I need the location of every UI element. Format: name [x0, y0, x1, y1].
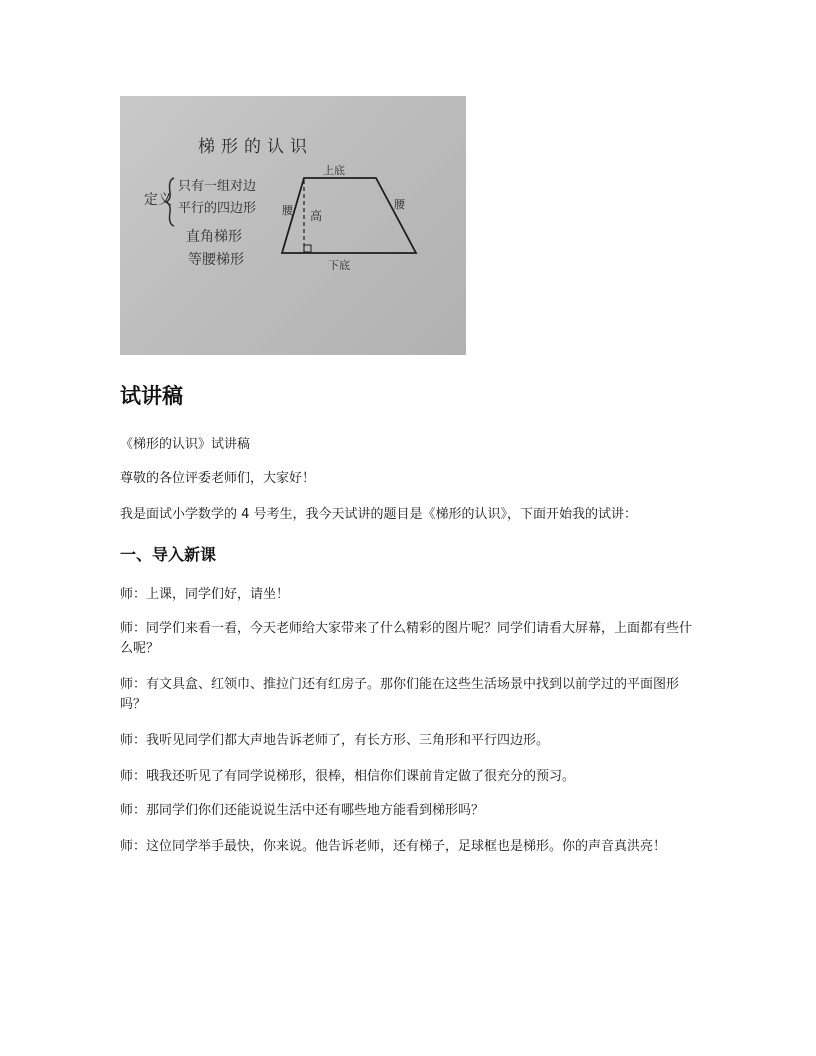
- dialogue-paragraph: 师：有文具盒、红领巾、推拉门还有红房子。那你们能在这些生活场景中找到以前学过的平面图形吗？: [120, 677, 680, 712]
- right-angle-mark: [304, 245, 311, 252]
- label-top-base: 上底: [323, 164, 345, 177]
- label-right-leg: 腰: [394, 198, 405, 211]
- section-heading-intro: 一、导入新课: [120, 545, 217, 564]
- handwritten-notes-drawing: [120, 96, 466, 355]
- label-height: 高: [310, 209, 323, 223]
- dialogue-paragraph: 师：那同学们你们还能说说生活中还有哪些地方能看到梯形吗？: [120, 803, 485, 818]
- definition-label: 定义: [144, 192, 172, 208]
- type-right-trapezoid: 直角梯形: [186, 229, 242, 245]
- definition-line1: 只有一组对边: [178, 179, 257, 194]
- trapezoid-shape: [282, 178, 416, 253]
- dialogue-paragraph: 师：我听见同学们都大声地告诉老师了，有长方形、三角形和平行四边形。: [120, 733, 550, 748]
- lesson-notes-photo: [120, 96, 466, 355]
- dialogue-paragraph: 师：这位同学举手最快，你来说。他告诉老师，还有梯子，足球框也是梯形。你的声音真洪亮！: [120, 839, 667, 854]
- document-title: 试讲稿: [120, 384, 183, 408]
- label-bottom-base: 下底: [328, 259, 350, 272]
- document-body: [120, 380, 700, 857]
- label-left-leg: 腰: [282, 204, 293, 217]
- definition-line2: 平行的四边形: [178, 201, 257, 216]
- intro-paragraph: 我是面试小学数学的 4 号考生，我今天试讲的题目是《梯形的认识》，下面开始我的试讲：: [120, 507, 638, 522]
- photo-title: 梯形的认识: [198, 137, 313, 157]
- document-subtitle: 《梯形的认识》试讲稿: [120, 437, 251, 452]
- dialogue-paragraph: 师：哦我还听见了有同学说梯形，很棒，相信你们课前肯定做了很充分的预习。: [120, 769, 576, 784]
- greeting-paragraph: 尊敬的各位评委老师们，大家好！: [120, 471, 316, 486]
- type-isosceles-trapezoid: 等腰梯形: [188, 252, 244, 268]
- dialogue-paragraph: 师：上课，同学们好，请坐！: [120, 587, 290, 602]
- dialogue-paragraph: 师：同学们来看一看，今天老师给大家带来了什么精彩的图片呢？同学们请看大屏幕，上面都有些什么呢？: [120, 621, 693, 656]
